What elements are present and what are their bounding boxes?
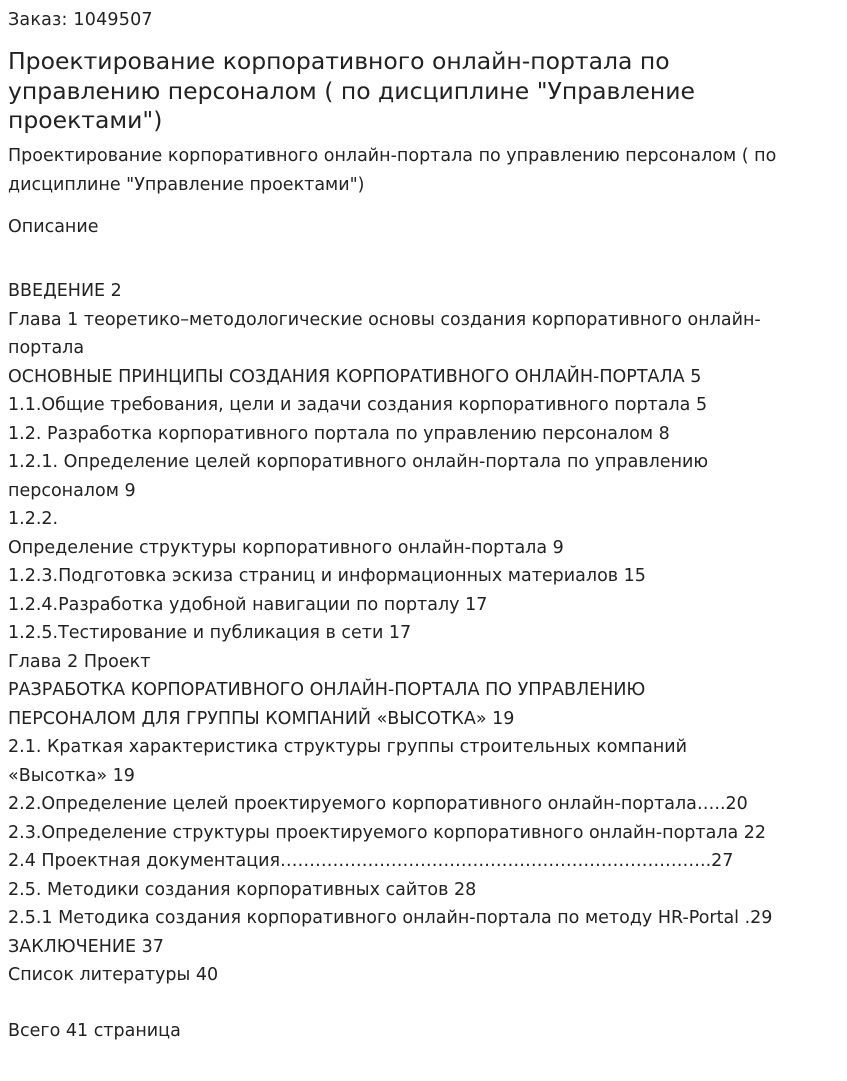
toc-line: ЗАКЛЮЧЕНИЕ 37 — [8, 936, 164, 957]
toc-line: персоналом 9 — [8, 480, 136, 501]
toc-line: Определение структуры корпоративного онлайн-портала 9 — [8, 537, 564, 558]
toc-line: 2.1. Краткая характеристика структуры группы строительных компаний — [8, 737, 688, 757]
toc-line: 1.2.2. — [8, 509, 59, 529]
description-label: Описание — [8, 217, 99, 237]
toc-line: 2.2.Определение целей проектируемого корпоративного онлайн-портала…..20 — [8, 794, 748, 814]
toc-line: 1.2.1. Определение целей корпоративного онлайн-портала по управлению — [8, 452, 709, 472]
total-pages: Всего 41 страница — [8, 1021, 181, 1041]
toc-line: 1.1.Общие требования, цели и задачи создания корпоративного портала 5 — [8, 395, 708, 415]
toc-line: 2.5. Методики создания корпоративных сайтов 28 — [8, 879, 477, 900]
toc-line: 1.2. Разработка корпоративного портала по управлению персоналом 8 — [8, 423, 670, 444]
toc-line: ПЕРСОНАЛОМ ДЛЯ ГРУППЫ КОМПАНИЙ «ВЫСОТКА» 19 — [8, 708, 515, 729]
toc-line: 1.2.3.Подготовка эскиза страниц и информационных материалов 15 — [8, 566, 646, 586]
toc-line: РАЗРАБОТКА КОРПОРАТИВНОГО ОНЛАЙН-ПОРТАЛА ПО УПРАВЛЕНИЮ — [8, 680, 646, 700]
page-title: Проектирование корпоративного онлайн-портала по управлению персоналом ( по дисциплине "Управление проектами") — [8, 47, 695, 134]
toc-line: Глава 1 теоретико–методологические основы создания корпоративного онлайн- — [8, 309, 761, 330]
toc-line: Глава 2 Проект — [8, 651, 151, 672]
order-number: Заказ: 1049507 — [8, 10, 153, 30]
toc-line: портала — [8, 338, 85, 358]
toc-line: «Высотка» 19 — [8, 765, 135, 786]
toc-line: 2.3.Определение структуры проектируемого корпоративного онлайн-портала 22 — [8, 822, 767, 843]
page-subtitle: Проектирование корпоративного онлайн-портала по управлению персоналом ( по дисциплине "Управление проектами") — [8, 146, 777, 195]
toc-line: ВВЕДЕНИЕ 2 — [8, 281, 122, 301]
toc-line: ОСНОВНЫЕ ПРИНЦИПЫ СОЗДАНИЯ КОРПОРАТИВНОГО ОНЛАЙН-ПОРТАЛА 5 — [8, 366, 702, 387]
toc-line: 2.4 Проектная документация………………………………………………………………..27 — [8, 851, 734, 871]
toc-line: Список литературы 40 — [8, 965, 219, 985]
toc-line: 1.2.4.Разработка удобной навигации по порталу 17 — [8, 594, 488, 615]
toc-line: 2.5.1 Методика создания корпоративного онлайн-портала по методу HR-Portal .29 — [8, 908, 773, 928]
toc-line: 1.2.5.Тестирование и публикация в сети 17 — [8, 623, 412, 643]
table-of-contents — [8, 277, 844, 990]
